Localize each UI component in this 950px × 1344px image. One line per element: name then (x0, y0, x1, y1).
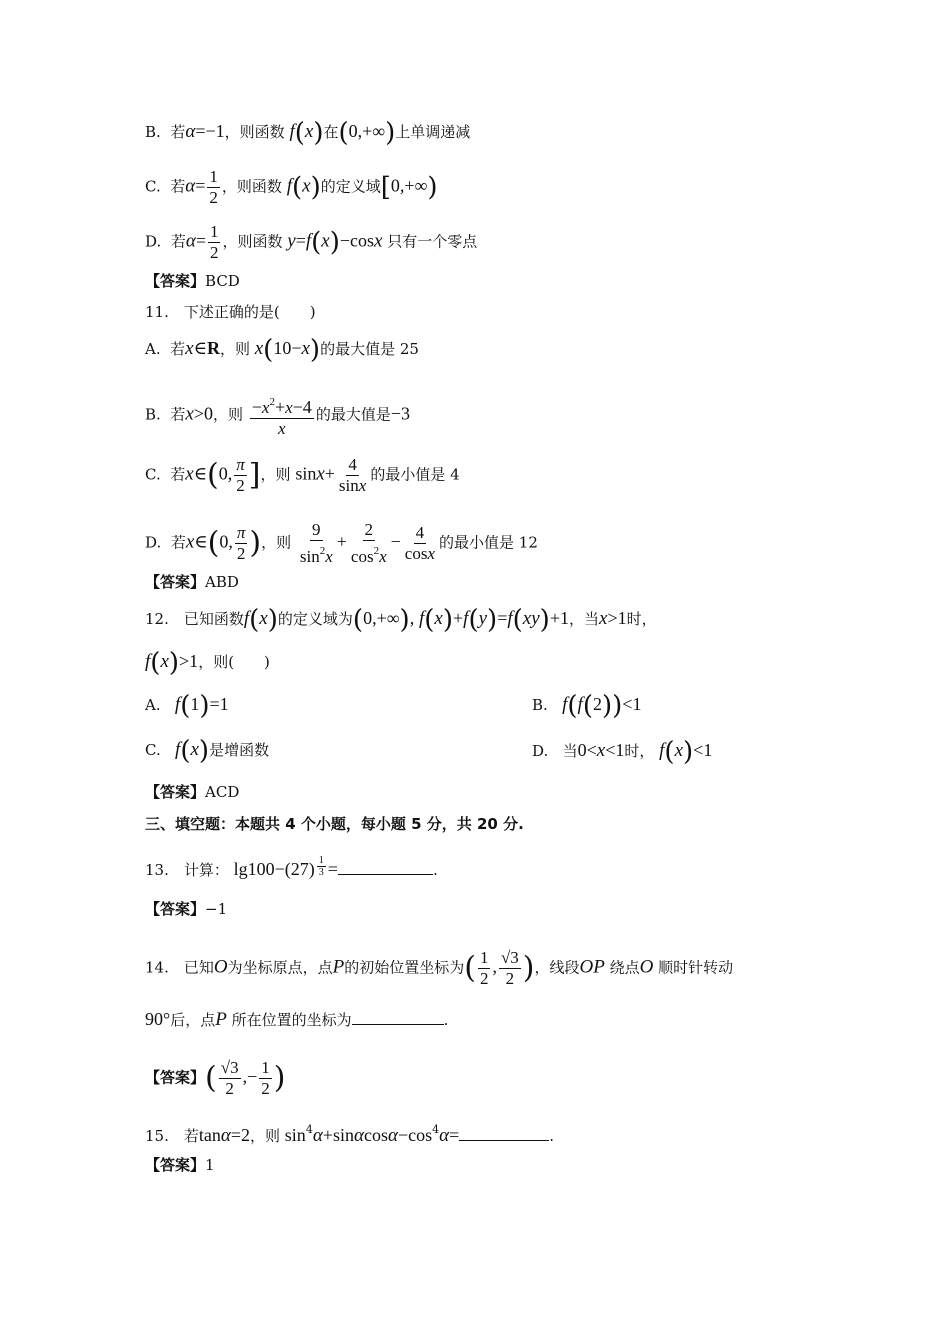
q10-option-c: C. 若α= $\frac{1}{2}$ ，则函数 f(x)的定义域[0,+∞) (145, 167, 438, 207)
q11-option-d: D. 若x∈(0, $\frac{\pi}{2}$ )，则 $\frac{9}{\sin^2x}$ + $\frac{2}{\cos^2x}$ − $\frac{4}{\cos x}$ 的最小值是 12 (145, 520, 538, 566)
q12-stem: 12. 已知函数f(x)的定义域为(0,+∞), f(x)+f(y)=f(xy)+1，当x>1时， (145, 605, 657, 635)
q15-stem: 15. 若tanα=2，则 $\sin^4\alpha+\sin\alpha\cos\alpha-\cos^4\alpha=$ . (145, 1123, 555, 1146)
q11-stem: 11. 下述正确的是( ) (145, 303, 316, 321)
q12-option-a: A. f(1)=1 (145, 691, 229, 721)
q11-option-c: C. 若x∈(0, $\frac{\pi}{2}$ ]，则 sinx+ $\frac{4}{\sin x}$ 的最小值是 4 (145, 455, 460, 495)
q12-stem-line2: f(x)>1，则( ) (145, 648, 270, 678)
q13-stem: 13. 计算： lg100−(27) $\frac{1}{3}$ = . (145, 855, 438, 879)
q10-option-d: D. 若α= $\frac{1}{2}$ ，则函数 y=f(x)−cosx 只有一个零点 (145, 222, 478, 262)
q12-option-d: D. 当0<x<1时， f(x)<1 (532, 737, 713, 767)
q10-answer: 【答案】BCD (145, 272, 240, 290)
q14-stem-line2: 90°后，点P 所在位置的坐标为 . (145, 1009, 449, 1030)
option-label: B. (145, 123, 161, 141)
q14-answer: 【答案】( $\frac{√3}{2}$ ,− $\frac{1}{2}$ ) (145, 1058, 286, 1098)
q12-option-b: B. f(f(2))<1 (532, 691, 642, 721)
q11-answer: 【答案】ABD (145, 573, 239, 591)
q11-option-a: A. 若x∈R，则 x(10−x)的最大值是 25 (145, 335, 419, 365)
q15-answer: 【答案】1 (145, 1156, 215, 1174)
q10-option-b: B. 若α=−1，则函数 f(x)在(0,+∞)上单调递减 (145, 118, 471, 148)
q14-stem: 14. 已知O为坐标原点，点P的初始位置坐标为( $\frac{1}{2}$ , $\frac{√3}{2}$ )，线段OP 绕点O 顺时针转动 (145, 948, 734, 988)
q13-answer: 【答案】−1 (145, 900, 228, 918)
q12-answer: 【答案】ACD (145, 783, 240, 801)
q11-option-b: B. 若x>0，则 $\frac{-x^2+x-4}{x}$ 的最大值是−3 (145, 392, 410, 439)
section-heading: 三、填空题：本题共 4 个小题，每小题 5 分，共 20 分. (145, 815, 524, 833)
q12-option-c: C. f(x)是增函数 (145, 736, 270, 766)
